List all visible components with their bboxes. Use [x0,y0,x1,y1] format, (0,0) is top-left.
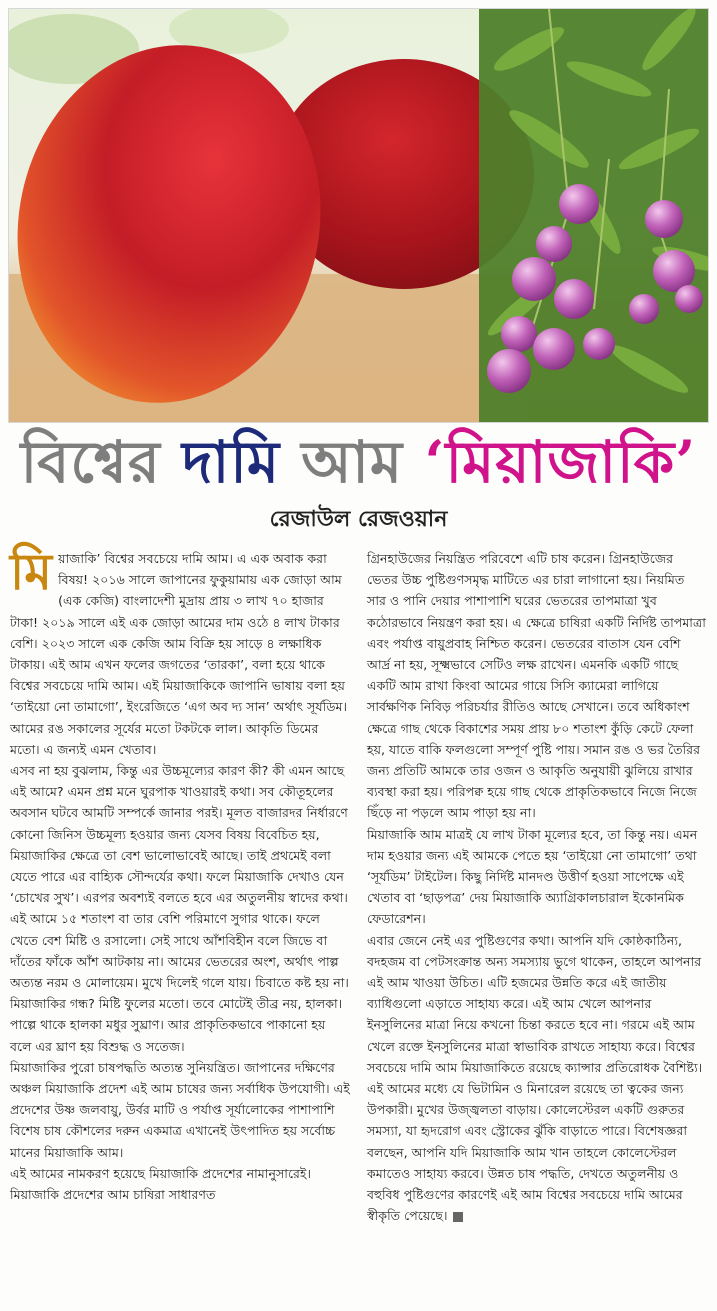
article-column-left [10,542,350,1205]
paragraph-text: এবার জেনে নেই এর পুষ্টিগুণের কথা। আপনি যদি কোষ্ঠকাঠিন্য, বদহজম বা পেটসংক্রান্ত অন্য সমস্যায় ভুগে থাকেন, তাহলে আপনার এই আম খাওয়া উচিত। এটি হজমের উন্নতি করে এই জাতীয় ব্যাধিগুলো এড়াতে সাহায্য করে। এই আম খেলে আপনার ইনসুলিনের মাত্রা নিয়ে কখনো চিন্তা করতে হবে না। গরমে এই আম খেলে রক্তে ইনসুলিনের মাত্রা স্বাভাবিক রাখতে সাহায্য করে। বিশ্বের সবচেয়ে দামি আম মিয়াজাকিতে রয়েছে ক্যান্সার প্রতিরোধক বৈশিষ্ট্য। এই আমের মধ্যে যে ভিটামিন ও মিনারেল রয়েছে তা ত্বকের জন্য উপকারী। মুখের উজ্জ্বলতা বাড়ায়। কোলেস্টেরল একটি গুরুতর সমস্যা, যা হৃদরোগ এবং স্ট্রোকের ঝুঁকি বাড়াতে পারে। বিশেষজ্ঞরা বলছেন, আপনি যদি মিয়াজাকি আম খান তাহলে কোলেস্টেরল কমাতেও সাহায্য করবে। উন্নত চাষ পদ্ধতি, দেখতে অতুলনীয় ও বহুবিধ পুষ্টিগুণের কারণেই এই আম বিশ্বের সবচেয়ে দামি আমের স্বীকৃতি পেয়েছে। [367,932,703,1224]
article-title [0,427,717,497]
paragraph [367,930,707,1227]
paragraph: মিয়াজাকির পুরো চাষপদ্ধতি অত্যন্ত সুনিয়ন্ত্রিত। জাপানের দক্ষিণের অঞ্চল মিয়াজাকি প্রদেশ এই আম চাষের জন্য সর্বাধিক উপযোগী। এই প্রদেশের উষ্ণ জলবায়ু, উর্বর মাটি ও পর্যাপ্ত সূর্যালোকের পাশাপাশি বিশেষ চাষ কৌশলের দরুন একমাত্র এখানেই উৎপাদিত হয় সর্বোচ্চ মানের মিয়াজাকি আম। [10,1059,350,1160]
paragraph [10,542,350,760]
mango-illustration [9,9,709,423]
drop-cap: মি [10,542,53,601]
paragraph: এই আমের নামকরণ হয়েছে মিয়াজাকি প্রদেশের নামানুসারেই। মিয়াজাকি প্রদেশের আম চাষিরা সাধারণত [10,1165,311,1203]
article-column-right [367,548,707,1227]
paragraph: গ্রিনহাউজের নিয়ন্ত্রিত পরিবেশে এটি চাষ করেন। গ্রিনহাউজের ভেতর উচ্চ পুষ্টিগুণসমৃদ্ধ মাটিতে এর চারা লাগানো হয়। নিয়মিত সার ও পানি দেয়ার পাশাপাশি ঘরের ভেতরের তাপমাত্রা খুব কঠোরভাবে নিয়ন্ত্রণ করা হয়। এ ক্ষেত্রে চাষিরা একটি নির্দিষ্ট তাপমাত্রা এবং পর্যাপ্ত বায়ুপ্রবাহ নিশ্চিত করেন। ভেতরের বাতাস যেন বেশি আর্দ্র না হয়, সূক্ষ্মভাবে সেটিও লক্ষ রাখেন। এমনকি একটি গাছে একটি আম রাখা কিংবা আমের গায়ে সিসি ক্যামেরা লাগিয়ে সার্বক্ষণিক নিবিড় পরিচর্যার রীতিও আছে সেখানে। তবে অধিকাংশ ক্ষেত্রে গাছ থেকে বিকাশের সময় প্রায় ৮০ শতাংশ কুঁড়ি কেটে ফেলা হয়, যাতে বাকি ফলগুলো সম্পূর্ণ পুষ্টি পায়। সমান রঙ ও ভর তৈরির জন্য প্রতিটি আমকে তার ওজন ও আকৃতি অনুযায়ী ঝুলিয়ে রাখার ব্যবস্থা করা হয়। পরিপক্ব হয়ে গাছ থেকে প্রাকৃতিকভাবে নিজে নিজে ছিঁড়ে না পড়লে আম পাড়া হয় না। [367,551,706,821]
author-byline: রেজাউল রেজওয়ান [269,507,448,532]
hero-photo [8,8,709,423]
paragraph: এসব না হয় বুঝলাম, কিন্তু এর উচ্চমূল্যের কারণ কী? কী এমন আছে এই আমে? এমন প্রশ্ন মনে ঘুরপাক খাওয়ারই কথা। সব কৌতূহলের অবসান ঘটবে আমটি সম্পর্কে জানার পরই। মূলত বাজারদর নির্ধারণে কোনো জিনিস উচ্চমূল্য হওয়ার জন্য যেসব বিষয় বিবেচিত হয়, মিয়াজাকির ক্ষেত্রে তা বেশ ভালোভাবেই আছে। তাই প্রথমেই বলা যেতে পারে এর বাহ্যিক সৌন্দর্যের কথা। ফলে মিয়াজাকি দেখাও যেন ‘চোখের সুখ’। এরপর অবশ্যই বলতে হবে এর অতুলনীয় স্বাদের কথা। এই আমে ১৫ শতাংশ বা তার বেশি পরিমাণে সুগার থাকে। ফলে খেতে বেশ মিষ্টি ও রসালো। সেই সাথে আঁশবিহীন বলে জিভে বা দাঁতের ফাঁকে আঁশ আটকায় না। আমের ভেতরের অংশ, অর্থাৎ পাল্প অত্যন্ত নরম ও মোলায়েম। মুখে দিলেই গলে যায়। চিবাতে কষ্ট হয় না। মিয়াজাকির গন্ধ? মিষ্টি ফুলের মতো। তবে মোটেই তীব্র নয়, হালকা। পাল্পে থাকে হালকা মধুর সুঘ্রাণ। আর প্রাকৃতিকভাবে পাকানো হয় বলে এর ঘ্রাণ হয় বিশুদ্ধ ও সতেজ। [10,763,349,1054]
title-word-2: দামি [181,428,281,496]
title-word-1: বিশ্বের [20,428,161,496]
paragraph-text: য়াজাকি’ বিশ্বের সবচেয়ে দামি আম। এ এক অবাক করা বিষয়! ২০১৬ সালে জাপানের ফুকুয়ামায় এক জোড়া আম (এক কেজি) বাংলাদেশী মুদ্রায় প্রায় ৩ লাখ ৭০ হাজার টাকা! ২০১৯ সালে এই এক জোড়া আমের দাম ওঠে ৪ লাখ টাকার বেশি। ২০২৩ সালে এক কেজি আম বিক্রি হয় সাড়ে ৪ লক্ষাধিক টাকায়। এই আম এখন ফলের জগতের ‘তারকা’, বলা হয়ে থাকে বিশ্বের সবচেয়ে দামি আম। এই মিয়াজাকিকে জাপানি ভাষায় বলা হয় ‘তাইয়ো নো তামাগো’, ইংরেজিতে ‘এগ অব দ্য সান’ অর্থাৎ সূর্যডিম। আমের রঙ সকালের সূর্যের মতো টকটকে লাল। আকৃতি ডিমের মতো। এ জন্যই এমন খেতাব। [10,551,348,757]
title-word-4: ‘মিয়াজাকি’ [424,428,697,496]
end-of-article-icon [453,1212,463,1222]
paragraph: মিয়াজাকি আম মাত্রই যে লাখ টাকা মূল্যের হবে, তা কিন্তু নয়। এমন দাম হওয়ার জন্য এই আমকে পেতে হয় ‘তাইয়ো নো তামাগো’ তথা ‘সূর্যডিম’ টাইটেল। কিছু নির্দিষ্ট মানদণ্ড উত্তীর্ণ হওয়া সাপেক্ষে এই খেতাব বা ‘ছাড়পত্র’ দেয় মিয়াজাকি অ্যাগ্রিকালচারাল ইকোনমিক ফেডারেশন। [367,826,698,927]
title-word-3: আম [301,428,404,496]
